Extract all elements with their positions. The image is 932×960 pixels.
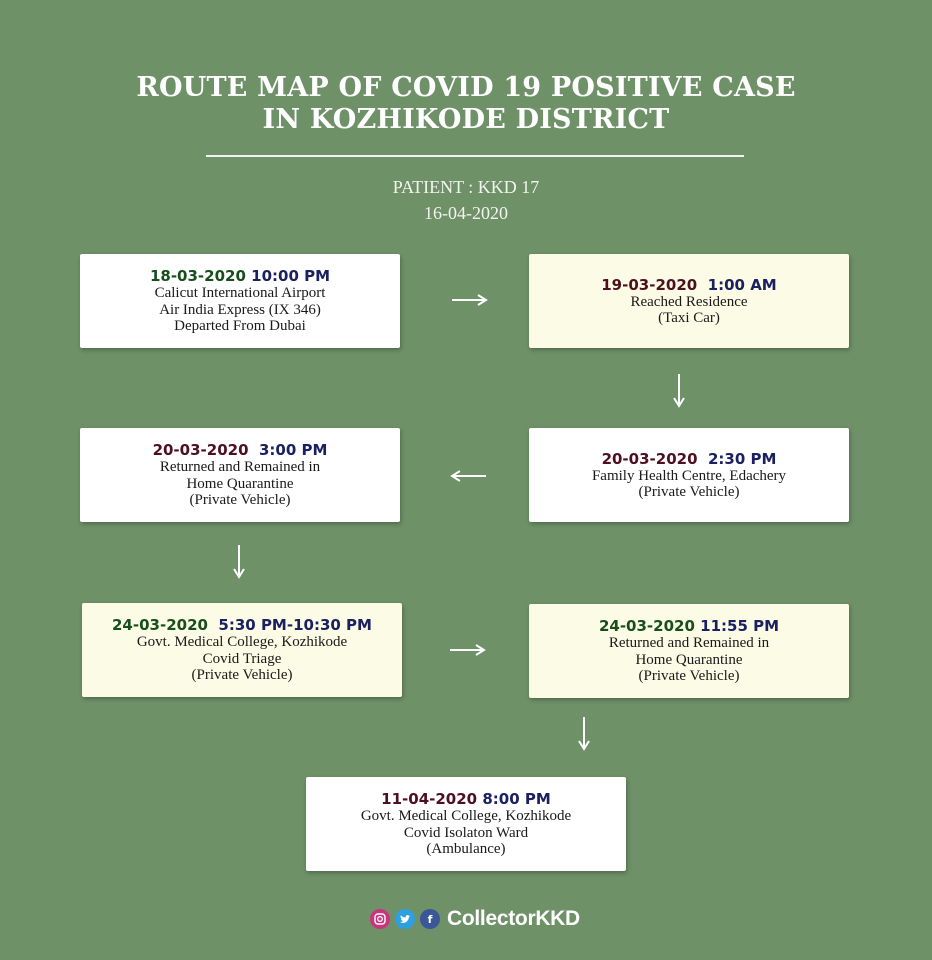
arrow-right-icon xyxy=(446,641,490,659)
step-detail: (Private Vehicle) xyxy=(189,492,291,509)
title-line-1: ROUTE MAP OF COVID 19 POSITIVE CASE xyxy=(136,72,796,103)
step-time: 1:00 AM xyxy=(707,275,777,294)
step-detail: Covid Triage xyxy=(202,650,282,667)
step-time: 11:55 PM xyxy=(700,617,780,636)
step-date: 20-03-2020 xyxy=(601,449,698,468)
step-detail: Air India Express (IX 346) xyxy=(159,301,321,318)
step-detail: Govt. Medical College, Kozhikode xyxy=(136,634,348,651)
route-step-card xyxy=(529,254,849,348)
collector-handle: CollectorKKD xyxy=(447,907,580,930)
step-date: 11-04-2020 xyxy=(381,790,478,809)
step-detail: Govt. Medical College, Kozhikode xyxy=(360,808,572,825)
route-step-card xyxy=(529,428,849,522)
arrow-down-icon xyxy=(230,543,248,581)
arrow-down-icon xyxy=(575,715,593,753)
step-date: 18-03-2020 xyxy=(149,267,246,286)
title-divider xyxy=(206,155,744,157)
step-detail: (Private Vehicle) xyxy=(191,667,293,684)
arrow-down-icon xyxy=(670,372,688,410)
facebook-icon[interactable]: f xyxy=(420,909,440,929)
report-date: 16-04-2020 xyxy=(424,203,508,223)
step-detail: Reached Residence xyxy=(630,293,748,310)
step-detail: Family Health Centre, Edachery xyxy=(591,467,787,484)
step-date: 20-03-2020 xyxy=(152,441,249,460)
step-time: 3:00 PM xyxy=(258,441,328,460)
step-date: 24-03-2020 xyxy=(598,617,695,636)
route-step-card xyxy=(80,254,400,348)
step-detail: (Taxi Car) xyxy=(658,310,720,326)
step-detail: Covid Isolaton Ward xyxy=(403,824,529,841)
step-time: 2:30 PM xyxy=(707,449,777,468)
step-time: 10:00 PM xyxy=(251,267,331,286)
step-detail: (Ambulance) xyxy=(426,841,506,858)
route-step-card xyxy=(82,603,402,697)
step-detail: Home Quarantine xyxy=(635,651,743,668)
title-line-2: IN KOZHIKODE DISTRICT xyxy=(262,104,670,135)
patient-id: PATIENT : KKD 17 xyxy=(392,177,540,197)
arrow-left-icon xyxy=(446,467,490,485)
instagram-icon[interactable] xyxy=(370,909,390,929)
route-step-card xyxy=(306,777,626,871)
footer-social xyxy=(370,905,580,933)
step-detail: Calicut International Airport xyxy=(154,285,326,302)
step-date: 19-03-2020 xyxy=(601,275,698,294)
step-time: 8:00 PM xyxy=(482,790,551,809)
arrow-right-icon xyxy=(448,291,492,309)
step-date: 24-03-2020 xyxy=(112,616,208,635)
step-detail: Returned and Remained in xyxy=(608,635,770,652)
step-detail: (Private Vehicle) xyxy=(638,484,740,500)
step-detail: Departed From Dubai xyxy=(174,318,306,335)
route-step-card xyxy=(529,604,849,698)
step-time: 5:30 PM-10:30 PM xyxy=(218,616,372,635)
step-detail: Home Quarantine xyxy=(186,475,294,492)
step-detail: (Private Vehicle) xyxy=(638,668,740,685)
step-detail: Returned and Remained in xyxy=(159,459,321,476)
route-step-card xyxy=(80,428,400,522)
twitter-icon[interactable] xyxy=(395,909,415,929)
